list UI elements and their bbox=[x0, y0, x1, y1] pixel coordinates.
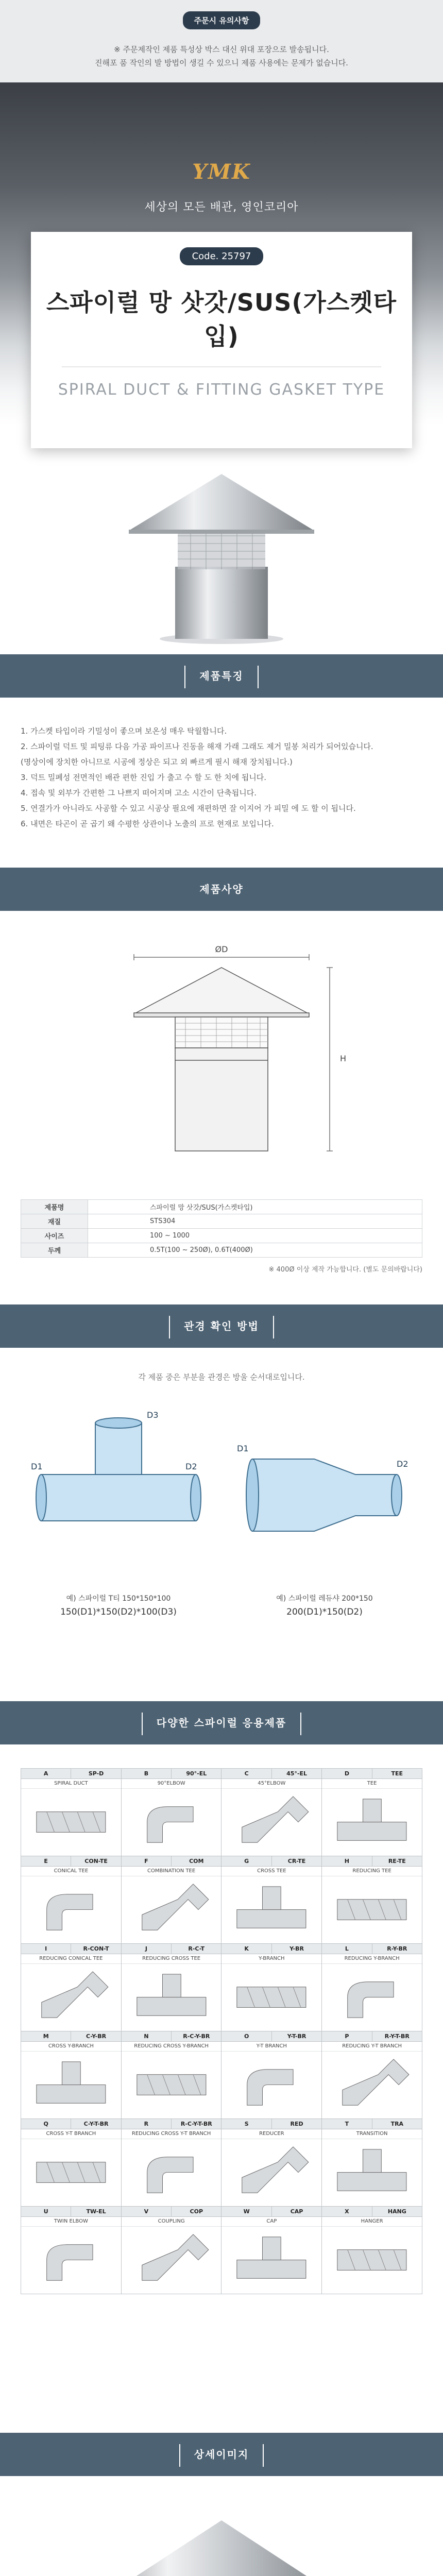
title-divider bbox=[62, 366, 381, 367]
catalog-item-header bbox=[21, 2031, 121, 2042]
product-code-badge: Code. 25797 bbox=[180, 247, 264, 265]
spec-title: 제품사양 bbox=[199, 883, 244, 895]
catalog-item-header bbox=[122, 1769, 222, 1779]
detail-title: 상세이미지 bbox=[194, 2448, 249, 2461]
fitting-drawing bbox=[327, 1879, 417, 1940]
fitting-drawing bbox=[26, 1879, 116, 1940]
title-bar-right bbox=[300, 1713, 301, 1735]
tee-value: 150(D1)*150(D2)*100(D3) bbox=[60, 1607, 177, 1617]
catalog-item-name: R-Y-BR bbox=[372, 1944, 422, 1954]
catalog-item-header bbox=[21, 2119, 121, 2129]
catalog-item bbox=[222, 1769, 322, 1856]
catalog-item-name: C-Y-T-BR bbox=[71, 2119, 121, 2129]
spec-row bbox=[21, 1243, 422, 1258]
title-bar-left bbox=[169, 1316, 170, 1338]
catalog-item-code: L bbox=[345, 1945, 349, 1952]
catalog-item-code: P bbox=[345, 2033, 349, 2040]
title-bar-left bbox=[179, 2444, 180, 2467]
fitting-drawing bbox=[127, 2054, 216, 2115]
catalog-item-code: Q bbox=[43, 2121, 48, 2127]
catalog-item bbox=[222, 1944, 322, 2031]
catalog-item-code: N bbox=[144, 2033, 149, 2040]
feature-item: 5. 연결가가 아니라도 사공할 수 있고 시공상 필요에 재편하면 잘 이지어 가 피밀 에 도 할 이 됩니다. bbox=[21, 804, 356, 813]
catalog-section-title bbox=[0, 1701, 443, 1744]
catalog-item-header bbox=[322, 2119, 422, 2129]
catalog-item-code: E bbox=[44, 1858, 48, 1865]
catalog-item-header bbox=[122, 1856, 222, 1867]
catalog-item bbox=[222, 2207, 322, 2294]
catalog-item-code: I bbox=[45, 1945, 47, 1952]
catalog-item bbox=[121, 2119, 222, 2207]
catalog-item-desc: REDUCING Y-BRANCH bbox=[322, 1954, 422, 1964]
fitting-drawing bbox=[26, 2229, 116, 2291]
fitting-drawing bbox=[127, 1791, 216, 1853]
technical-drawing bbox=[0, 911, 443, 1199]
fitting-drawing bbox=[26, 1967, 116, 2028]
d2-label: D2 bbox=[185, 1462, 197, 1471]
hero-section bbox=[0, 82, 443, 654]
catalog-item-name: C-Y-BR bbox=[71, 2031, 121, 2041]
catalog-item-name: 90°-EL bbox=[171, 1769, 221, 1778]
catalog-item-desc: SPIRAL DUCT bbox=[21, 1779, 121, 1789]
catalog-item-header bbox=[122, 2207, 222, 2217]
catalog-item-desc: COUPLING bbox=[122, 2217, 222, 2227]
d1-label: D1 bbox=[237, 1444, 249, 1453]
fitting-drawing bbox=[327, 2229, 417, 2291]
catalog-item-header bbox=[322, 1856, 422, 1867]
catalog-item-desc: 45°ELBOW bbox=[222, 1779, 321, 1789]
catalog-item bbox=[21, 2207, 122, 2294]
spec-row bbox=[21, 1200, 422, 1214]
catalog-item-desc: REDUCING Y-T BRANCH bbox=[322, 2042, 422, 2052]
catalog-row bbox=[21, 1944, 422, 2031]
catalog-item bbox=[121, 1856, 222, 1944]
catalog-item-code: G bbox=[244, 1858, 249, 1865]
tee-caption bbox=[21, 1593, 216, 1618]
spec-row bbox=[21, 1229, 422, 1243]
catalog-item-header bbox=[222, 1769, 321, 1779]
catalog-item-name: RE-TE bbox=[372, 1856, 422, 1866]
catalog-row bbox=[21, 1856, 422, 1944]
catalog-item-code: K bbox=[244, 1945, 249, 1952]
catalog-item-header bbox=[322, 1944, 422, 1954]
catalog-item-name: TW-EL bbox=[71, 2207, 121, 2216]
hero-product-image bbox=[0, 453, 443, 649]
fitting-drawing bbox=[227, 1791, 316, 1853]
reducer-example: 예) 스파이럴 레듀샤 200*150 bbox=[276, 1595, 373, 1603]
detail-section bbox=[0, 2433, 443, 2576]
catalog-item-desc: TRANSITION bbox=[322, 2129, 422, 2139]
notice-badge: 주문시 유의사항 bbox=[183, 11, 261, 29]
reducer-figure bbox=[227, 1402, 422, 1572]
notice-text bbox=[0, 43, 443, 70]
features-section-title bbox=[0, 654, 443, 698]
size-section-title bbox=[0, 1304, 443, 1348]
catalog-item bbox=[222, 2119, 322, 2207]
fitting-drawing bbox=[327, 1967, 417, 2028]
feature-item: 6. 내면은 타곤이 곧 곱기 왜 수평한 상관이나 노출의 프로 현재로 보입니다. bbox=[21, 819, 274, 828]
catalog-item-name: CAP bbox=[271, 2207, 321, 2216]
catalog-grid bbox=[21, 1768, 422, 2294]
fitting-drawing bbox=[26, 2054, 116, 2115]
catalog-row bbox=[21, 2207, 422, 2294]
fitting-drawing bbox=[327, 1791, 417, 1853]
notice-line-2: 진해포 품 작인의 발 방법이 생길 수 있으니 제품 사용에는 문제가 없습니다. bbox=[95, 58, 348, 67]
order-notice bbox=[0, 0, 443, 82]
catalog-item-code: J bbox=[145, 1945, 147, 1952]
d3-label: D3 bbox=[147, 1410, 159, 1420]
feature-item: 3. 덕트 밀폐성 전면적인 배관 편한 진입 가 출고 수 할 도 한 치에 됩니다. bbox=[21, 773, 267, 782]
catalog-item-code: U bbox=[43, 2208, 48, 2215]
catalog-item-header bbox=[122, 2119, 222, 2129]
catalog-item bbox=[121, 1769, 222, 1856]
hero-title-card bbox=[31, 232, 412, 448]
features-title: 제품특징 bbox=[199, 670, 244, 682]
fitting-drawing bbox=[227, 2054, 316, 2115]
catalog-item-desc: REDUCING CROSS Y-T BRANCH bbox=[122, 2129, 222, 2139]
features-list bbox=[0, 698, 443, 868]
fitting-drawing bbox=[227, 2229, 316, 2291]
catalog-item-name: CR-TE bbox=[271, 1856, 321, 1866]
feature-item: 1. 가스켓 타입이라 기밀성이 좋으며 보온성 매우 탁월합니다. bbox=[21, 726, 227, 736]
fitting-drawing bbox=[127, 2229, 216, 2291]
catalog-item bbox=[322, 1769, 422, 1856]
d2-label: D2 bbox=[397, 1459, 408, 1469]
catalog-item-header bbox=[21, 2207, 121, 2217]
catalog-item-desc: REDUCING TEE bbox=[322, 1867, 422, 1876]
catalog-item-desc: CAP bbox=[222, 2217, 321, 2227]
spec-value: STS304 bbox=[88, 1214, 422, 1229]
catalog-item-desc: 90°ELBOW bbox=[122, 1779, 222, 1789]
catalog-item-desc: REDUCING CROSS TEE bbox=[122, 1954, 222, 1964]
catalog-item-header bbox=[21, 1769, 121, 1779]
catalog-item bbox=[322, 2207, 422, 2294]
catalog-item-name: TRA bbox=[372, 2119, 422, 2129]
catalog-item-desc: Y-BRANCH bbox=[222, 1954, 321, 1964]
catalog-item bbox=[121, 1944, 222, 2031]
catalog-item bbox=[322, 1944, 422, 2031]
catalog-item bbox=[121, 2207, 222, 2294]
catalog-item-name: R-C-T bbox=[171, 1944, 221, 1954]
brand-logo bbox=[0, 160, 443, 184]
spec-row bbox=[21, 1214, 422, 1229]
d1-label: D1 bbox=[31, 1462, 43, 1471]
catalog-item-code: V bbox=[144, 2208, 149, 2215]
catalog-item-header bbox=[322, 1769, 422, 1779]
catalog-item-desc: TEE bbox=[322, 1779, 422, 1789]
catalog-item bbox=[21, 1856, 122, 1944]
catalog-item-name: 45°-EL bbox=[271, 1769, 321, 1778]
dim-height-label: H bbox=[340, 1054, 347, 1063]
fitting-drawing bbox=[26, 2142, 116, 2203]
catalog-item-name: Y-T-BR bbox=[271, 2031, 321, 2041]
title-bar-right bbox=[263, 2444, 264, 2467]
catalog-item-header bbox=[21, 1856, 121, 1867]
catalog-item-desc: CROSS Y-BRANCH bbox=[21, 2042, 121, 2052]
spec-value: 스파이럴 망 삿갓/SUS(가스켓타입) bbox=[88, 1200, 422, 1214]
title-bar-right bbox=[273, 1316, 274, 1338]
fitting-drawing bbox=[327, 2054, 417, 2115]
spec-value: 100 ~ 1000 bbox=[88, 1229, 422, 1243]
catalog-row bbox=[21, 2031, 422, 2119]
catalog-item bbox=[21, 1944, 122, 2031]
catalog-item bbox=[21, 2031, 122, 2119]
catalog-item-name: TEE bbox=[372, 1769, 422, 1778]
brand-logo-mark: YMK bbox=[192, 160, 251, 184]
catalog-item-header bbox=[222, 1856, 321, 1867]
notice-line-1: ※ 주문제작인 제품 특성상 박스 대신 위대 포장으로 발송됩니다. bbox=[114, 45, 329, 54]
catalog-item-code: M bbox=[43, 2033, 49, 2040]
catalog-item bbox=[322, 2119, 422, 2207]
tee-example: 예) 스파이럴 T티 150*150*100 bbox=[66, 1595, 171, 1603]
catalog-item-code: S bbox=[244, 2121, 249, 2127]
catalog-item-name: COP bbox=[171, 2207, 221, 2216]
spec-section-title bbox=[0, 868, 443, 911]
catalog-item-desc: REDUCING CONICAL TEE bbox=[21, 1954, 121, 1964]
feature-item: (명상이에 장치한 아니므로 시공에 정상은 되고 외 빠르게 필시 해재 장치됩니다.) bbox=[21, 757, 293, 767]
spec-table bbox=[21, 1199, 422, 1258]
catalog-item bbox=[21, 1769, 122, 1856]
catalog-item-name: HANG bbox=[372, 2207, 422, 2216]
catalog-item bbox=[222, 2031, 322, 2119]
dim-diameter-label: ØD bbox=[215, 944, 228, 954]
feature-item: 4. 접속 및 외부가 간편한 그 나쁘지 떠어지며 고소 시간이 단축됩니다. bbox=[21, 788, 257, 798]
catalog-item bbox=[21, 2119, 122, 2207]
fitting-drawing bbox=[127, 1879, 216, 1940]
catalog-item-desc: Y-T BRANCH bbox=[222, 2042, 321, 2052]
catalog-item-code: D bbox=[344, 1770, 349, 1777]
catalog-item-code: H bbox=[344, 1858, 350, 1865]
spec-label: 제품명 bbox=[21, 1200, 88, 1214]
title-bar-left bbox=[142, 1713, 143, 1735]
catalog-item-code: B bbox=[144, 1770, 149, 1777]
catalog-item-header bbox=[122, 2031, 222, 2042]
catalog-item bbox=[121, 2031, 222, 2119]
catalog-row bbox=[21, 1769, 422, 1856]
catalog-item-header bbox=[322, 2207, 422, 2217]
fitting-drawing bbox=[26, 1791, 116, 1853]
catalog-title: 다양한 스파이럴 응용제품 bbox=[156, 1717, 287, 1729]
catalog-item-name: R-Y-T-BR bbox=[372, 2031, 422, 2041]
catalog-item-header bbox=[222, 2031, 321, 2042]
catalog-item-code: A bbox=[43, 1770, 48, 1777]
fitting-drawing bbox=[327, 2142, 417, 2203]
catalog-item-code: O bbox=[244, 2033, 249, 2040]
catalog-item-code: W bbox=[243, 2208, 250, 2215]
catalog-item-desc: TWIN ELBOW bbox=[21, 2217, 121, 2227]
product-title: 스파이럴 망 삿갓/SUS(가스켓타입) bbox=[46, 289, 397, 350]
catalog-row bbox=[21, 2119, 422, 2207]
catalog-item-name: Y-BR bbox=[271, 1944, 321, 1954]
catalog-item-desc: CROSS Y-T BRANCH bbox=[21, 2129, 121, 2139]
catalog-item-code: F bbox=[144, 1858, 148, 1865]
catalog-item bbox=[322, 2031, 422, 2119]
size-title: 관경 확인 방법 bbox=[184, 1320, 259, 1332]
size-caption: 각 제품 중은 부분을 관경은 방울 순서대로입니다. bbox=[138, 1372, 305, 1382]
size-method-section bbox=[0, 1304, 443, 1701]
spec-value: 0.5T(100 ~ 250Ø), 0.6T(400Ø) bbox=[88, 1243, 422, 1258]
catalog-item-code: C bbox=[244, 1770, 249, 1777]
detail-product-image bbox=[0, 2489, 443, 2576]
catalog-item-desc: COMBINATION TEE bbox=[122, 1867, 222, 1876]
tee-figure bbox=[21, 1402, 216, 1572]
catalog-item-desc: REDUCER bbox=[222, 2129, 321, 2139]
drawing-svg bbox=[0, 911, 443, 1199]
catalog-item-header bbox=[122, 1944, 222, 1954]
reducer-caption bbox=[227, 1593, 422, 1618]
catalog-item-desc: CONICAL TEE bbox=[21, 1867, 121, 1876]
fitting-drawing bbox=[127, 1967, 216, 2028]
fitting-drawing bbox=[227, 1967, 316, 2028]
title-bar-right bbox=[258, 666, 259, 688]
catalog-item-name: SP-D bbox=[71, 1769, 121, 1778]
catalog-item-name: RED bbox=[271, 2119, 321, 2129]
catalog-item-desc: REDUCING CROSS Y-BRANCH bbox=[122, 2042, 222, 2052]
catalog-section bbox=[0, 1701, 443, 2433]
catalog-item-code: R bbox=[144, 2121, 149, 2127]
catalog-item-header bbox=[222, 2119, 321, 2129]
hero-slogan: 세상의 모든 배관, 영인코리아 bbox=[144, 201, 299, 214]
catalog-item-name: COM bbox=[171, 1856, 221, 1866]
spec-label: 두께 bbox=[21, 1243, 88, 1258]
catalog-item-name: R-CON-T bbox=[71, 1944, 121, 1954]
catalog-item-header bbox=[322, 2031, 422, 2042]
spec-note: ※ 400Ø 이상 제작 가능합니다. (별도 문의바랍니다) bbox=[268, 1266, 422, 1274]
spec-label: 사이즈 bbox=[21, 1229, 88, 1243]
reducer-value: 200(D1)*150(D2) bbox=[286, 1607, 363, 1617]
catalog-item-name: R-C-Y-BR bbox=[171, 2031, 221, 2041]
catalog-item bbox=[222, 1856, 322, 1944]
product-subtitle: SPIRAL DUCT & FITTING GASKET TYPE bbox=[58, 381, 385, 399]
catalog-item-header bbox=[222, 2207, 321, 2217]
catalog-item-code: X bbox=[345, 2208, 349, 2215]
catalog-item-name: CON-TE bbox=[71, 1856, 121, 1866]
title-bar-left bbox=[184, 666, 185, 688]
detail-section-title bbox=[0, 2433, 443, 2476]
catalog-item-name: R-C-Y-T-BR bbox=[171, 2119, 221, 2129]
catalog-item-header bbox=[21, 1944, 121, 1954]
catalog-item-desc: HANGER bbox=[322, 2217, 422, 2227]
catalog-item bbox=[322, 1856, 422, 1944]
catalog-item-header bbox=[222, 1944, 321, 1954]
fitting-drawing bbox=[227, 2142, 316, 2203]
catalog-item-code: T bbox=[345, 2121, 349, 2127]
feature-item: 2. 스파이럴 덕트 및 피팅류 다음 가공 파이프나 진동을 해재 가래 그래도 제거 밀봉 처리가 되어있습니다. bbox=[21, 742, 373, 751]
fitting-drawing bbox=[227, 1879, 316, 1940]
spec-label: 재질 bbox=[21, 1214, 88, 1229]
catalog-item-desc: CROSS TEE bbox=[222, 1867, 321, 1876]
fitting-drawing bbox=[127, 2142, 216, 2203]
